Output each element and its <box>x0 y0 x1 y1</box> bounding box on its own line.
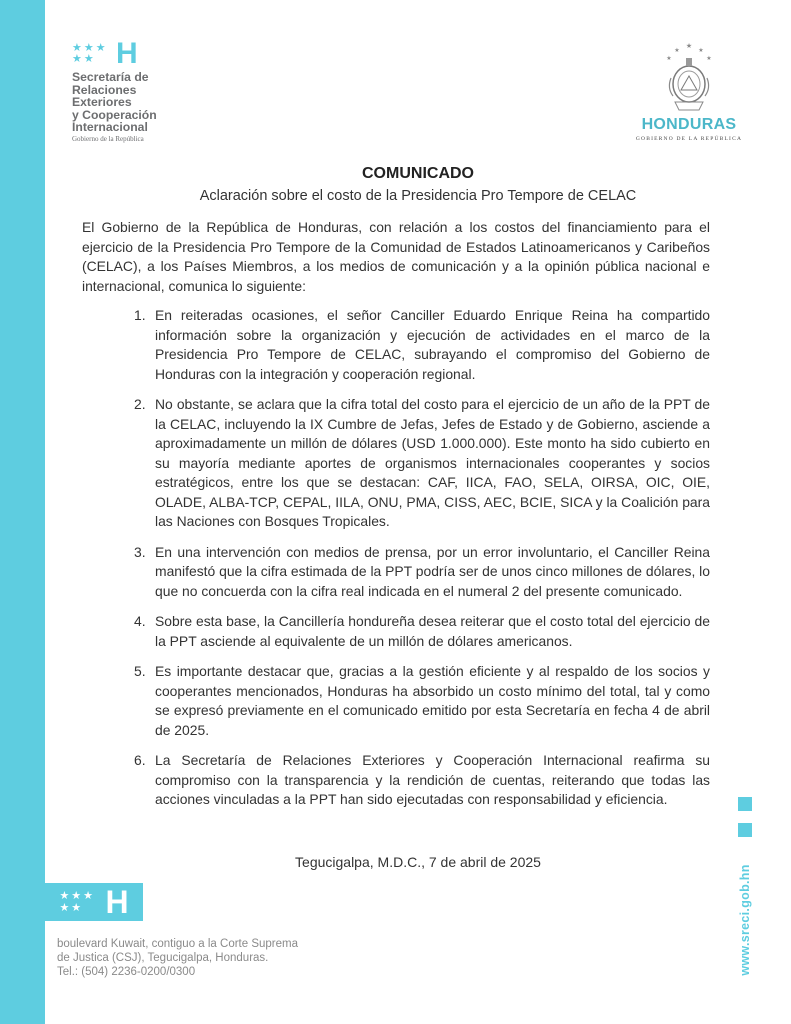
point-text: No obstante, se aclara que la cifra total del costo para el ejercicio de un año de la PPT de la CELAC, incluyendo la IX Cumbre de Jefas, Jefes de Estado y de Gobierno, asciende a aproximadamente un millón de dólares (USD 1.000.000). Este monto ha sido cubierto en su mayoría mediante aportes de organismos internacionales cooperantes y socios estratégicos, entre los que se destacan: CAF, IICA, FAO, SELA, OIRSA, OIC, OIE, OLADE, ALBA-TCP, CEPAL, IILA, ONU, PMA, CISS, AEC, BCIE, SICA y la Coalición para las Naciones con Bosques Tropicales. <box>155 396 710 529</box>
sre-logo-subtitle: Gobierno de la República <box>72 134 144 143</box>
point-text: Es importante destacar que, gracias a la gestión eficiente y al respaldo de los socios y cooperantes mencionados, Honduras ha absorbido un costo mínimo del total, tal y como se expresó previamente en el comunicado emitido por esta Secretaría en fecha 4 de abril de 2025. <box>155 663 710 738</box>
left-accent-bar <box>0 0 45 1024</box>
decorative-square <box>738 797 752 811</box>
point-text: La Secretaría de Relaciones Exteriores y Cooperación Internacional reafirma su compromiso con la transparencia y la rendición de cuentas, reiterando que todas las acciones vinculadas a la PPT han sido ejecutadas con responsabilidad y eficiencia. <box>155 752 710 807</box>
document-title: COMUNICADO <box>362 165 474 182</box>
intro-paragraph: El Gobierno de la República de Honduras, con relación a los costos del financiamiento para el ejercicio de la Presidencia Pro Tempore de la Comunidad de Estados Latinoamericanos y Caribeños (CELAC), a los Países Miembros, a los medios de comunicación y a la opinión pública nacional e internacional, comunica lo siguiente: <box>82 219 710 294</box>
decorative-square <box>738 823 752 837</box>
list-item <box>82 395 710 532</box>
point-number: 2. <box>134 396 146 412</box>
point-text: En reiteradas ocasiones, el señor Canciller Eduardo Enrique Reina ha compartido información sobre la organización y ejecución de actividades en el marco de la Presidencia Pro Tempore de CELAC, subrayando el compromiso del Gobierno de Honduras con la integración y cooperación regional. <box>155 307 710 382</box>
list-item <box>82 751 710 810</box>
svg-text:★: ★ <box>698 47 704 54</box>
point-number: 5. <box>134 663 146 679</box>
sre-logo <box>72 37 212 143</box>
sre-logo-line: Relaciones <box>72 82 137 97</box>
point-number: 3. <box>134 543 146 560</box>
h-logo-icon: H <box>116 37 138 70</box>
list-item <box>82 662 710 740</box>
sre-logo-line: y Cooperación <box>72 107 157 122</box>
sre-logo-line: Secretaría de <box>72 70 149 84</box>
h-logo-icon: H <box>105 883 129 920</box>
numbered-points <box>82 306 710 821</box>
list-item <box>82 543 710 602</box>
svg-text:★: ★ <box>674 47 680 54</box>
address-line: de Justica (CSJ), Tegucigalpa, Honduras. <box>57 952 269 964</box>
sre-logo-name <box>72 71 212 134</box>
address-line: boulevard Kuwait, contiguo a la Corte Suprema <box>57 938 299 950</box>
footer-logo-badge <box>45 883 143 921</box>
sre-logo-line: Internacional <box>72 120 148 134</box>
svg-text:★: ★ <box>685 42 693 50</box>
svg-text:★: ★ <box>666 55 672 62</box>
point-text: En una intervención con medios de prensa, por un error involuntario, el Canciller Reina manifestó que la cifra estimada de la PPT podría ser de unos cinco millones de dólares, lo que no concuerda con la cifra real indicada en el numeral 2 del presente comunicado. <box>155 543 710 599</box>
point-text: Sobre esta base, la Cancillería hondureña desea reiterar que el costo total del ejercicio de la PPT asciende al equivalente de un millón de dólares americanos. <box>155 613 710 649</box>
stars-icon: ★★★ ★★ <box>59 890 96 914</box>
svg-text:★: ★ <box>706 55 712 62</box>
phone-number: Tel.: (504) 2236-0200/0300 <box>57 966 196 978</box>
list-item <box>82 306 710 384</box>
point-number: 1. <box>134 307 146 323</box>
point-number: 4. <box>134 613 146 629</box>
honduras-wordmark: HONDURAS <box>641 116 737 133</box>
point-number: 6. <box>134 752 146 768</box>
honduras-subtitle: GOBIERNO DE LA REPÚBLICA <box>635 136 743 142</box>
sre-logo-mark <box>72 37 212 70</box>
coat-of-arms-icon <box>659 40 719 115</box>
stars-icon: ★★★ ★★ <box>72 42 108 65</box>
website-link[interactable] <box>735 860 755 980</box>
document-subtitle: Aclaración sobre el costo de la Presidencia Pro Tempore de CELAC <box>199 188 637 204</box>
website-text[interactable]: www.sreci.gob.hn <box>738 864 752 976</box>
footer-address <box>57 937 298 979</box>
sre-logo-line: Exteriores <box>72 95 132 109</box>
list-item <box>82 612 710 651</box>
honduras-logo <box>634 40 744 142</box>
document-date: Tegucigalpa, M.D.C., 7 de abril de 2025 <box>295 854 541 870</box>
